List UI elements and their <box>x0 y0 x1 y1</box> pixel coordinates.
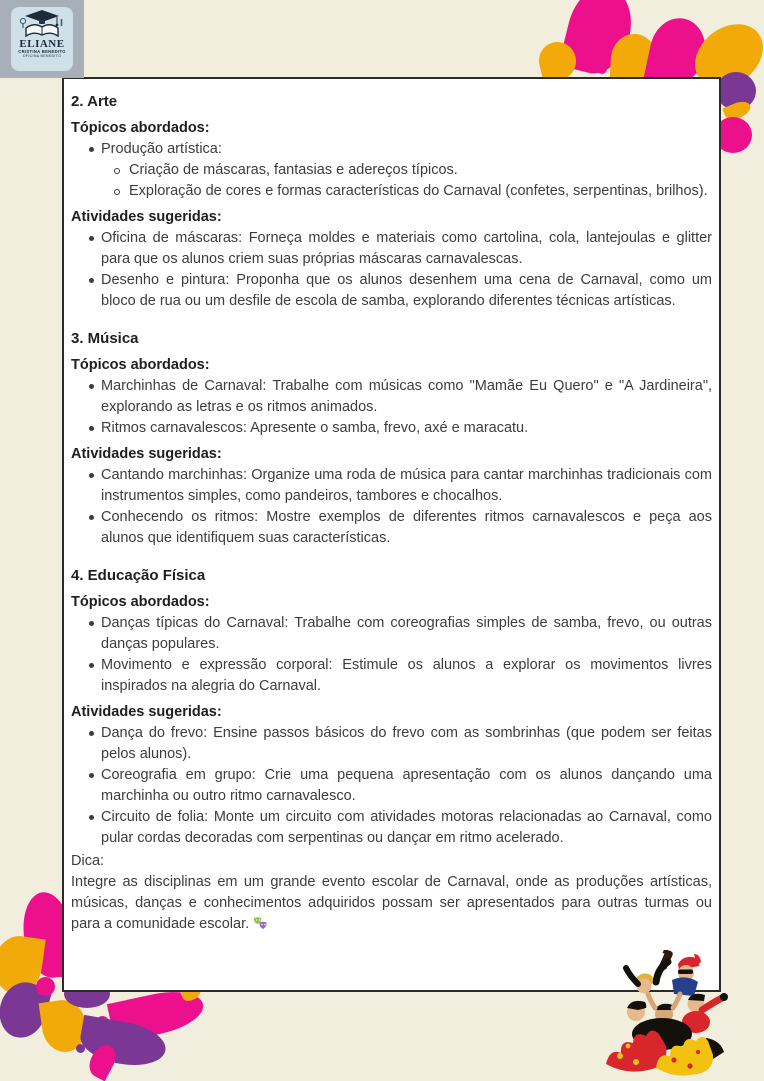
section-title: 4. Educação Física <box>71 567 206 584</box>
list-item: Cantando marchinhas: Organize uma roda de música para cantar marchinhas tradicionais com instrumentos simples, como pandeiros, tambores e chocalhos. <box>71 465 712 507</box>
topics-list <box>71 139 712 202</box>
activities-heading: Atividades sugeridas: <box>71 209 222 225</box>
logo-title: ELIANE <box>19 38 65 50</box>
list-item: Desenho e pintura: Proponha que os alunos desenhem uma cena de Carnaval, como um bloco de rua ou um desfile de escola de samba, explorando diferentes técnicas artísticas. <box>71 270 712 312</box>
section-title: 2. Arte <box>71 93 118 110</box>
topics-heading: Tópicos abordados: <box>71 357 210 373</box>
list-item: Movimento e expressão corporal: Estimule os alunos a explorar os movimentos livres inspirados na alegria do Carnaval. <box>71 655 712 697</box>
activities-list <box>71 228 712 312</box>
topics-list <box>71 376 712 439</box>
school-logo-tile <box>11 7 73 71</box>
logo-subtitle: CRISTINA BENEDITO <box>18 49 66 54</box>
activities-heading: Atividades sugeridas: <box>71 446 222 462</box>
topics-heading: Tópicos abordados: <box>71 120 210 136</box>
content-card <box>62 77 721 992</box>
list-item: Exploração de cores e formas características do Carnaval (confetes, serpentinas, brilhos). <box>101 181 712 202</box>
section-musica <box>71 328 712 549</box>
school-logo <box>0 0 84 78</box>
tip-label: Dica: <box>71 853 105 869</box>
list-item: Circuito de folia: Monte um circuito com atividades motoras relacionadas ao Carnaval, como pular cordas decoradas com serpentinas ou dançar em ritmo acelerado. <box>71 807 712 849</box>
splash-dot <box>76 1044 85 1053</box>
theater-masks-icon <box>253 917 268 930</box>
activities-list <box>71 723 712 849</box>
list-item: Conhecendo os ritmos: Mostre exemplos de diferentes ritmos carnavalescos e peça aos alunos que identifiquem suas características. <box>71 507 712 549</box>
logo-tagline: OFICINA BENEDITO <box>22 54 62 58</box>
list-item: Dança do frevo: Ensine passos básicos do frevo com as sombrinhas (que podem ser feitas pelos alunos). <box>71 723 712 765</box>
list-item: Coreografia em grupo: Crie uma pequena apresentação com os alunos dançando uma marchinha ou outro ritmo carnavalesco. <box>71 765 712 807</box>
activities-list <box>71 465 712 549</box>
section-educacao-fisica <box>71 565 712 849</box>
tip-block <box>71 851 712 935</box>
list-item <box>71 139 712 202</box>
list-item: Oficina de máscaras: Forneça moldes e materiais como cartolina, cola, lantejoulas e glitter para que os alunos criem suas próprias máscaras carnavalescas. <box>71 228 712 270</box>
graduation-cap-book-icon <box>19 9 65 39</box>
splash-dot <box>36 977 55 996</box>
section-title: 3. Música <box>71 330 139 347</box>
list-item-text: Produção artística: <box>101 141 222 157</box>
activities-heading: Atividades sugeridas: <box>71 704 222 720</box>
carnival-dancers-illustration <box>598 950 738 1080</box>
list-item: Marchinhas de Carnaval: Trabalhe com músicas como "Mamãe Eu Quero" e "A Jardineira", explorando as letras e os ritmos animados. <box>71 376 712 418</box>
sub-list <box>101 160 712 202</box>
topics-list <box>71 613 712 697</box>
list-item: Ritmos carnavalescos: Apresente o samba, frevo, axé e maracatu. <box>71 418 712 439</box>
tip-text-content: Integre as disciplinas em um grande evento escolar de Carnaval, onde as produções artísticas, músicas, danças e conhecimentos adquiridos possam ser apresentados para outras turmas ou para a comunidade escolar. <box>71 874 712 932</box>
list-item: Danças típicas do Carnaval: Trabalhe com coreografias simples de samba, frevo, ou outras danças populares. <box>71 613 712 655</box>
topics-heading: Tópicos abordados: <box>71 594 210 610</box>
list-item: Criação de máscaras, fantasias e adereços típicos. <box>101 160 712 181</box>
section-arte <box>71 91 712 312</box>
tip-text <box>71 872 712 935</box>
splash-dot <box>597 64 607 74</box>
